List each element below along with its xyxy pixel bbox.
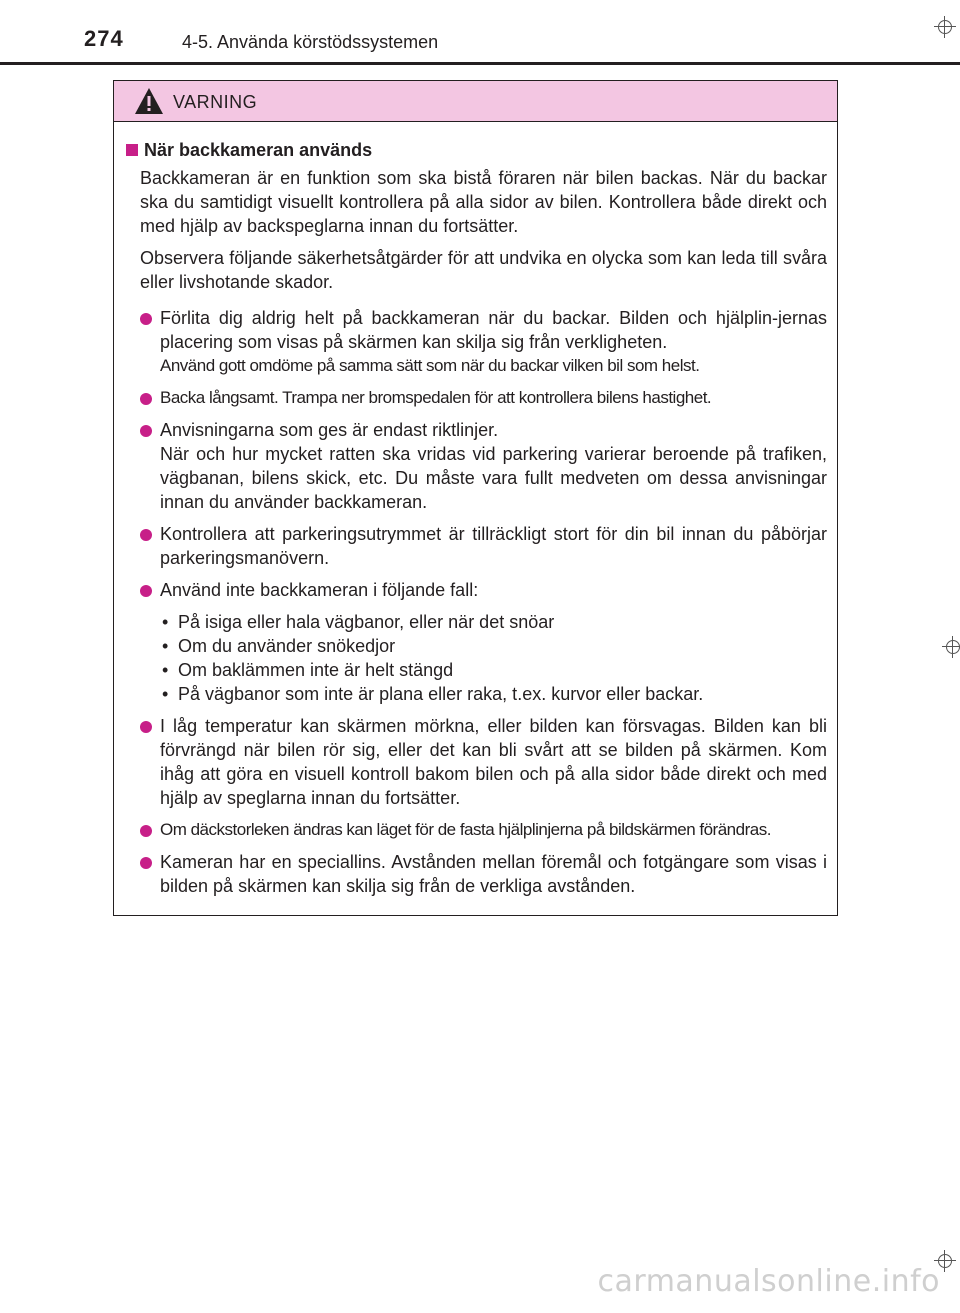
list-item-text: Om däckstorleken ändras kan läget för de fasta hjälplinjerna på bildskärmen förändras. <box>160 820 771 839</box>
list-item <box>124 850 827 898</box>
intro-paragraph: Observera följande säkerhetsåtgärder för att undvika en olycka som kan leda till svåra eller livshotande skador. <box>140 248 827 292</box>
list-item-text: Backa långsamt. Trampa ner bromspedalen för att kontrollera bilens hastighet. <box>160 388 712 407</box>
warning-subheading <box>124 138 827 162</box>
sub-list-item: • Om baklämmen inte är helt stängd <box>160 658 827 682</box>
bullet-dot-icon <box>140 857 152 869</box>
list-item-text: Kontrollera att parkeringsutrymmet är tillräckligt stort för din bil innan du påbörjar parkeringsmanövern. <box>160 524 827 568</box>
warning-label: VARNING <box>173 92 258 112</box>
warning-triangle-icon <box>134 87 164 115</box>
warning-body <box>114 122 837 898</box>
list-item-text: När och hur mycket ratten ska vridas vid parkering varierar beroende på trafiken, vägbanan, bilens skick, etc. Du måste vara fullt medveten om dessa anvisningar innan du använder backkameran. <box>160 444 827 512</box>
list-item-text: I låg temperatur kan skärmen mörkna, eller bilden kan försvagas. Bilden kan bli förvrängd när bilen rör sig, eller det kan bli svårt att se bilden på skärmen. Kom ihåg att göra en visuell kontroll bakom bilen och på alla sidor både direkt och med hjälp av speglarna innan du fortsätter. <box>160 716 827 808</box>
bullet-dot-icon <box>140 529 152 541</box>
list-item <box>124 306 827 378</box>
warning-header <box>114 81 837 122</box>
warning-box <box>113 80 838 916</box>
registration-mark-top-right <box>934 16 956 38</box>
subheading-text: När backkameran används <box>144 140 373 160</box>
section-title: 4-5. Använda körstödssystemen <box>182 32 439 52</box>
page-header <box>0 0 960 64</box>
watermark: carmanualsonline.info <box>597 1264 940 1299</box>
list-item-text: Kameran har en speciallins. Avstånden mellan föremål och fotgängare som visas i bilden på skärmen kan skilja sig från de verkliga avstånden. <box>160 852 827 896</box>
registration-mark-mid-right <box>942 636 960 658</box>
sub-list-item: • På vägbanor som inte är plana eller raka, t.ex. kurvor eller backar. <box>160 682 827 706</box>
intro-paragraph: Backkameran är en funktion som ska bistå föraren när bilen backas. När du backar ska du samtidigt visuellt kontrollera på alla sidor av bilen. Kontrollera både direkt och med hjälp av backspeglarna innan du fortsätter. <box>140 168 827 236</box>
sub-list <box>160 610 827 706</box>
list-item <box>124 578 827 706</box>
list-item-text: Förlita dig aldrig helt på backkameran när du backar. Bilden och hjälplin-jernas placering som visas på skärmen kan skilja sig från verkligheten. <box>160 308 827 352</box>
square-bullet-icon <box>126 144 138 156</box>
sub-list-item: • På isiga eller hala vägbanor, eller när det snöar <box>160 610 827 634</box>
page-number: 274 <box>84 26 124 51</box>
list-item <box>124 714 827 810</box>
bullet-dot-icon <box>140 313 152 325</box>
list-item <box>124 386 827 410</box>
list-item <box>124 418 827 514</box>
bullet-dot-icon <box>140 393 152 405</box>
bullet-dot-icon <box>140 425 152 437</box>
list-item-text: Använd gott omdöme på samma sätt som när du backar vilken bil som helst. <box>160 356 700 375</box>
bullet-dot-icon <box>140 585 152 597</box>
sub-list-item: • Om du använder snökedjor <box>160 634 827 658</box>
list-item <box>124 818 827 842</box>
list-item-text: Anvisningarna som ges är endast riktlinjer. <box>160 420 499 440</box>
list-item-text: Använd inte backkameran i följande fall: <box>160 580 479 600</box>
bullet-dot-icon <box>140 721 152 733</box>
header-rule <box>0 62 960 65</box>
list-item <box>124 522 827 570</box>
bullet-dot-icon <box>140 825 152 837</box>
